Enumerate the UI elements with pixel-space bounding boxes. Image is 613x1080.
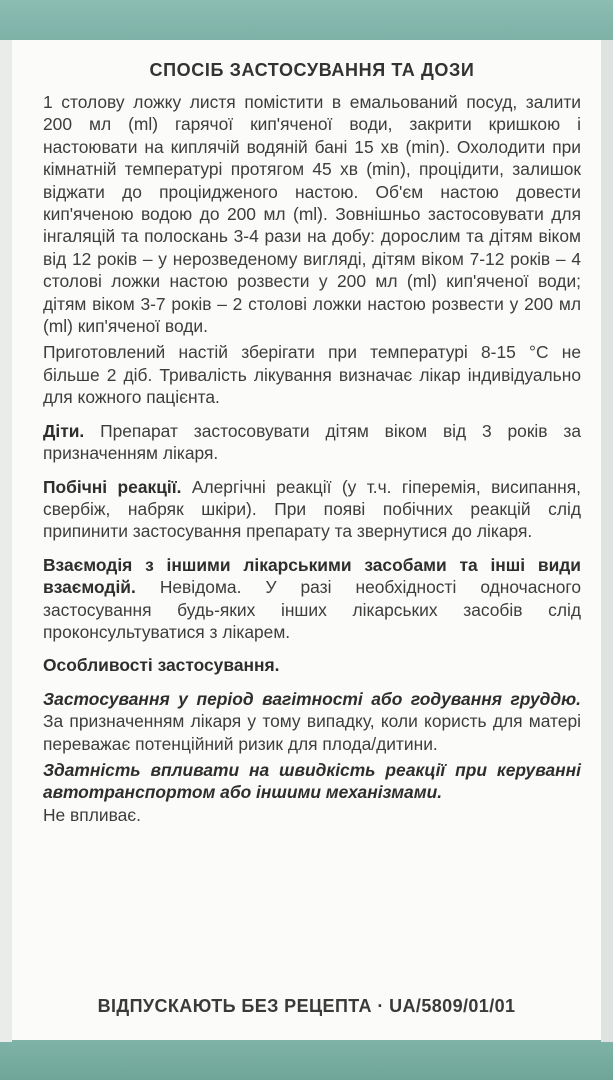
package-left-edge bbox=[0, 40, 12, 1042]
package-bottom-band bbox=[0, 1042, 613, 1080]
storage-instructions: Приготовлений настій зберігати при температурі 8-15 °С не більше 2 діб. Тривалість лікування визначає лікар індивідуально для кожного пацієнта. bbox=[43, 342, 581, 408]
section-heading: СПОСІБ ЗАСТОСУВАННЯ ТА ДОЗИ bbox=[149, 60, 475, 80]
side-effects-label: Побічні реакції. bbox=[43, 476, 182, 497]
leaflet-panel bbox=[12, 40, 601, 1040]
dosage-instructions: 1 столову ложку листя помістити в емальований посуд, залити 200 мл (ml) гарячої кип'яченої води, закрити кришкою і настоювати на киплячій водяній бані 15 хв (min). Охолодити при кімнатній температурі протягом 45 хв (min), процідити, залишок віджати до проціидженого настою. Об'єм настою довести кип'яченою водою до 200 мл (ml). Зовнішньо застосовувати для інгаляцій та полоскань 3-4 рази на добу: дорослим та дітям віком від 12 років – у нерозведеному вигляді, дітям віком 7-12 років – 4 столові ложки настою розвести у 200 мл (ml) кип'яченої води; дітям віком 3-7 років – 2 столові ложки настою розвести у 200 мл (ml) кип'яченої води. bbox=[43, 92, 581, 337]
prescription-footer: ВІДПУСКАЮТЬ БЕЗ РЕЦЕПТА · UA/5809/01/01 bbox=[97, 996, 516, 1016]
interactions-text: Невідома. У разі необхідності одночасного застосування будь-яких інших лікарських засобів слід проконсультуватися з лікарем. bbox=[43, 577, 581, 642]
package-top-band bbox=[0, 0, 613, 40]
side-effects-text: Алергічні реакції (у т.ч. гіперемія, висипання, свербіж, набряк шкіри). При появі побічних реакцій слід припинити застосування препарату та звернутися до лікаря. bbox=[43, 476, 581, 542]
interactions-section bbox=[43, 554, 581, 644]
side-effects-section bbox=[43, 476, 581, 543]
children-text: Препарат застосовувати дітям віком від 3 років за призначенням лікаря. bbox=[43, 420, 581, 464]
features-heading: Особливості застосування. bbox=[43, 655, 280, 676]
pregnancy-label: Застосування у період вагітності або годування груддю. bbox=[43, 688, 581, 709]
driving-label: Здатність впливати на швидкість реакції при керуванні автотранспортом або іншими механізмами. bbox=[43, 759, 581, 803]
package-right-edge bbox=[601, 40, 613, 1042]
driving-section bbox=[43, 759, 581, 804]
children-label: Діти. bbox=[43, 420, 85, 441]
pregnancy-section bbox=[43, 688, 581, 755]
driving-text: Не впливає. bbox=[43, 804, 142, 825]
pregnancy-text: За призначенням лікаря у тому випадку, коли користь для матері переважає потенційний ризик для плода/дитини. bbox=[43, 711, 581, 754]
interactions-label: Взаємодія з іншими лікарськими засобами та інші види взаємодій. bbox=[43, 554, 581, 598]
children-section bbox=[43, 420, 581, 465]
